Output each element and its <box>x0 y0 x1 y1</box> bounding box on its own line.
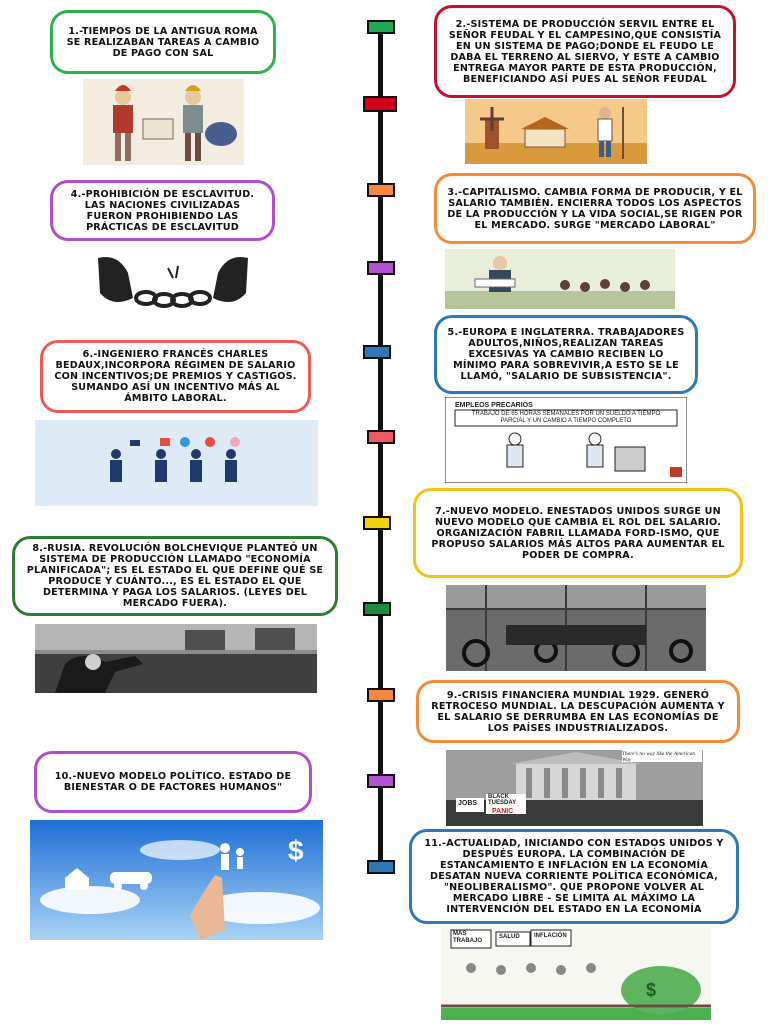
event-10-box <box>34 751 312 813</box>
black-tuesday-sign: BLACK TUESDAY <box>488 794 517 806</box>
event-11-text: 11.-ACTUALIDAD, INICIANDO CON ESTADOS UNIDOS Y DESPUÉS EUROPA. LA COMBINACIÓN DE ESTANCAMIENTO E INFLACIÓN EN LA ECONOMÍA DESATAN NUEVA CORRIENTE POLÍTICA ECONÓMICA, "NEOLIBERALISMO". QUE PROPONE VOLVER AL MERCADO LIBRE - SE LIMITA AL MÁXIMO LA INTERVENCIÓN DEL ESTADO EN LA ECONOMÍA <box>424 838 724 915</box>
jobs-sign: JOBS <box>458 800 478 807</box>
neolib-sign-work: MAS TRABAJO <box>453 931 483 944</box>
event-11-box <box>409 829 739 924</box>
panic-sign: PANIC <box>492 808 514 815</box>
precarious-employment-illustration <box>445 397 687 483</box>
employment-caption: TRABAJO DE 65 HORAS SEMANALES POR UN SUELDO A TIEMPO PARCIAL Y UN CAMBIO A TIEMPO COMPLETO <box>471 411 661 424</box>
event-6-box <box>40 340 311 413</box>
neolib-sign-health: SALUD <box>499 934 520 940</box>
event-3-text: 3.-CAPITALISMO. CAMBIA FORMA DE PRODUCIR, Y EL SALARIO TAMBIÉN. ENCIERRA TODOS LOS ASPECTOS DE LA PRODUCCIÓN Y LA VIDA SOCIAL,SE RIGEN POR EL MERCADO. SURGE "MERCADO LABORAL" <box>447 186 743 231</box>
event-10-text: 10.-NUEVO MODELO POLÍTICO. ESTADO DE BIENESTAR O DE FACTORES HUMANOS" <box>54 771 292 793</box>
event-7-text: 7.-NUEVO MODELO. ENESTADOS UNIDOS SURGE UN NUEVO MODELO QUE CAMBIA EL ROL DEL SALARIO. ORGANIZACIÓN FABRIL LLAMADA FORD-ISMO, QUE PROPUSO SALARIOS MÁS ALTOS PARA AUMENTAR EL PODER DE COMPRA. <box>431 505 725 561</box>
timeline-marker <box>363 602 391 616</box>
event-6-text: 6.-INGENIERO FRANCÉS CHARLES BEDAUX,INCORPORA RÉGIMEN DE SALARIO CON INCENTIVOS;DE PREMIOS Y CASTIGOS. SUMANDO ASÍ UN INCENTIVO MÁS AL ÁMBITO LABORAL. <box>54 349 297 404</box>
timeline-marker <box>367 688 395 702</box>
event-4-text: 4.-PROHIBICIÓN DE ESCLAVITUD. LAS NACIONES CIVILIZADAS FUERON PROHIBIENDO LAS PRÁCTICAS DE ESCLAVITUD <box>70 188 255 233</box>
timeline-axis <box>378 22 383 872</box>
broken-chains-illustration <box>78 248 268 326</box>
timeline-marker <box>367 20 395 34</box>
event-9-text: 9.-CRISIS FINANCIERA MUNDIAL 1929. GENERÓ RETROCESO MUNDIAL. LA DESCUPACIÓN AUMENTA Y EL SALARIO SE DERRUMBA EN LAS ECONOMÍAS DE LOS PAÍSES INDUSTRIALIZADOS. <box>431 689 725 734</box>
feudal-farm-illustration <box>465 99 647 164</box>
timeline-marker <box>367 774 395 788</box>
event-2-box <box>434 5 736 98</box>
crisis-1929-photo <box>446 750 703 826</box>
timeline-marker <box>363 516 391 530</box>
ford-factory-photo <box>446 585 706 671</box>
event-8-box <box>12 536 338 616</box>
event-5-text: 5.-EUROPA E INGLATERRA. TRABAJADORES ADULTOS,NIÑOS,REALIZAN TAREAS EXCESIVAS YA CAMBIO RECIBEN LO MÍNIMO PARA SOBREVIVIR,A ESTO SE LE LLAMÓ, "SALARIO DE SUBSISTENCIA". <box>447 327 685 382</box>
timeline-marker <box>367 183 395 197</box>
dollar-icon: $ <box>288 835 304 866</box>
capitalism-cartoon-illustration <box>445 249 675 309</box>
incentives-illustration <box>35 420 318 506</box>
timeline-marker <box>367 430 395 444</box>
event-2-text: 2.-SISTEMA DE PRODUCCIÓN SERVIL ENTRE EL SEÑOR FEUDAL Y EL CAMPESINO,QUE CONSISTÍA EN UN SISTEMA DE PAGO;DONDE EL FEUDO LE DABA EL TERRENO AL SIERVO, Y ESTE A CAMBIO ENTREGA MAYOR PARTE DE ESTA PRODUCCIÓN, BENEFICIANDO ASÍ PUES AL SEÑOR FEUDAL <box>448 18 722 85</box>
event-4-box <box>50 180 275 241</box>
timeline-marker <box>363 345 391 359</box>
neoliberalism-cartoon <box>441 928 711 1020</box>
american-way-banner: There's no way like the American Way <box>622 751 696 763</box>
event-1-box <box>50 10 276 74</box>
neolib-sign-inflation: INFLACIÓN <box>534 933 567 939</box>
welfare-state-illustration <box>30 820 323 940</box>
timeline-marker <box>367 261 395 275</box>
russian-revolution-photo <box>35 624 317 693</box>
roman-salt-illustration <box>83 79 244 165</box>
event-8-text: 8.-RUSIA. REVOLUCIÓN BOLCHEVIQUE PLANTEÓ UN SISTEMA DE PRODUCCIÓN LLAMADO "ECONOMÍA PLANIFICADA"; ES EL ESTADO EL QUE DEFINE QUÉ SE PRODUCE Y CUÁNTO..., ES EL ESTADO EL QUE DETERMINA Y PAGA LOS SALARIOS. (LEYES DEL MERCADO FUERA). <box>26 543 324 609</box>
money-bag-dollar: $ <box>646 980 657 1000</box>
employment-title: EMPLEOS PRECARIOS <box>455 402 533 409</box>
event-9-box <box>416 680 740 743</box>
event-1-text: 1.-TIEMPOS DE LA ANTIGUA ROMA SE REALIZABAN TAREAS A CAMBIO DE PAGO CON SAL <box>66 25 260 59</box>
event-7-box <box>413 488 743 578</box>
event-3-box <box>434 173 756 244</box>
timeline-marker <box>367 860 395 874</box>
timeline-marker <box>363 96 397 112</box>
event-5-box <box>434 315 698 394</box>
